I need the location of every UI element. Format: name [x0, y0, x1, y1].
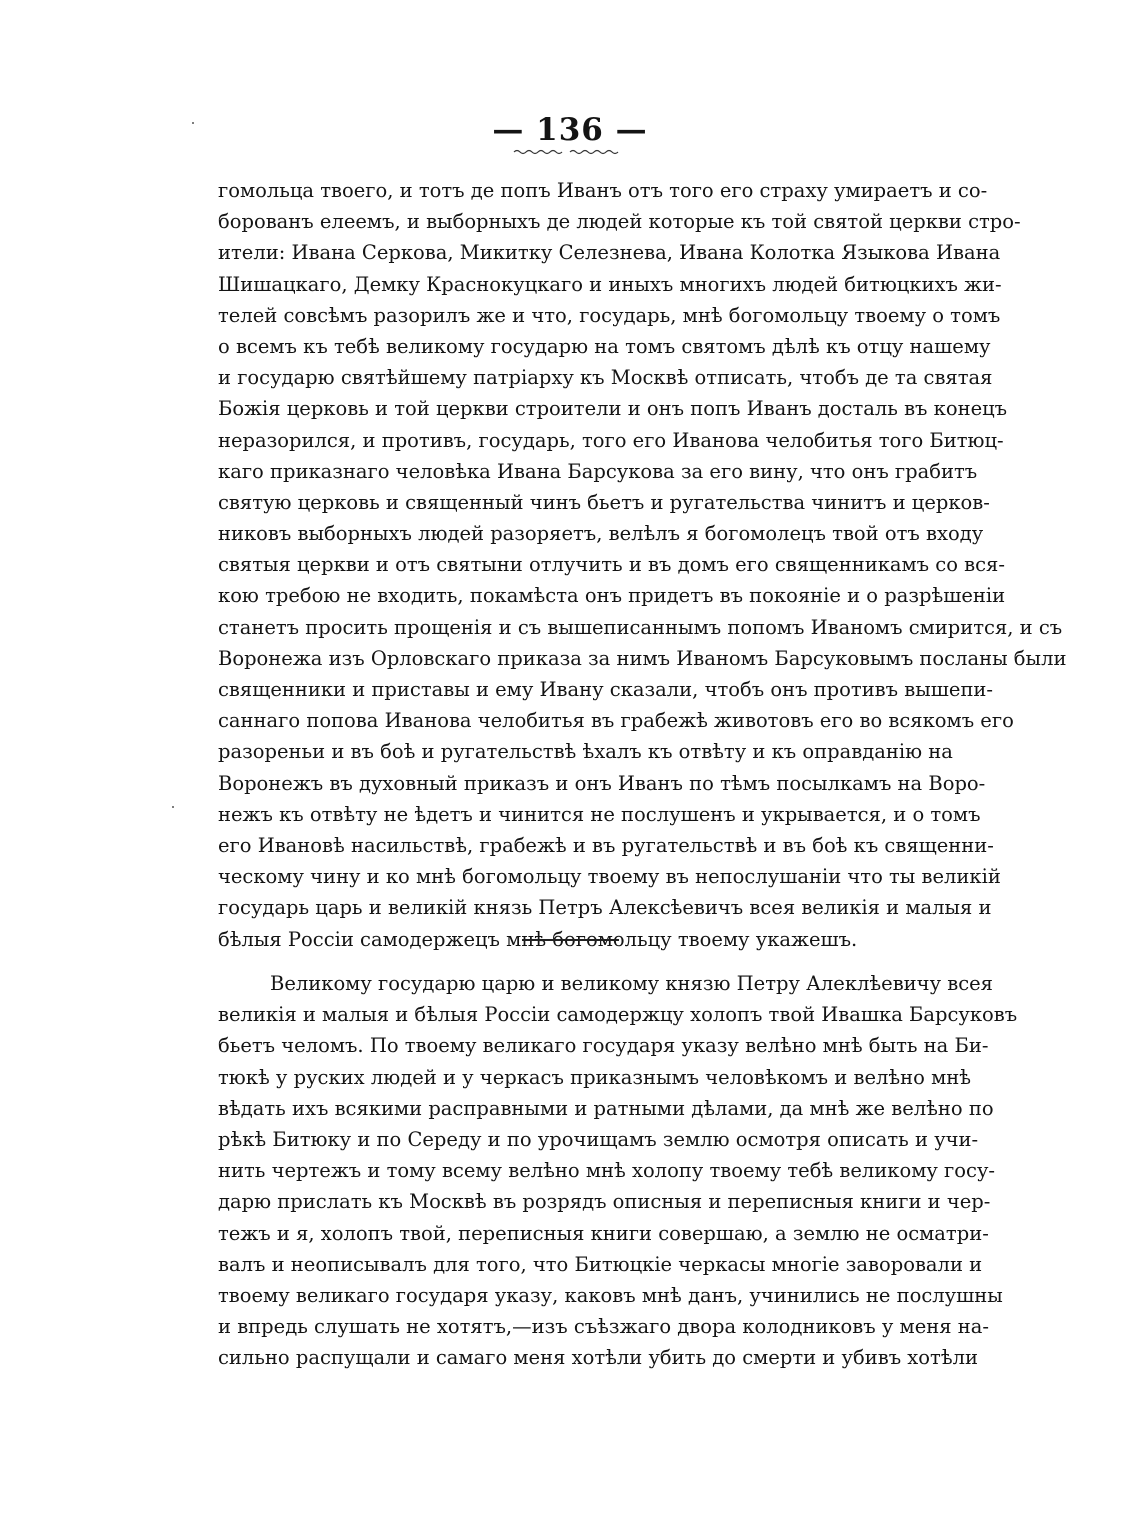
text-line: кою требою не входить, покамѣста онъ придетъ въ покояніе и о разрѣшеніи — [218, 584, 1006, 608]
text-line: нить чертежъ и тому всему велѣно мнѣ холопу твоему тебѣ великому госу- — [218, 1159, 996, 1183]
text-line: саннаго попова Иванова челобитья въ грабежѣ животовъ его во всякомъ его — [218, 709, 1014, 733]
text-line: станетъ просить прощенія и съ вышеписаннымъ попомъ Иваномъ смирится, и съ — [218, 615, 1063, 639]
text-line: Великому государю царю и великому князю Петру Алеклѣевичу всея — [270, 972, 993, 995]
text-line: священники и приставы и ему Ивану сказали, чтобъ онъ противъ вышепи- — [218, 678, 994, 701]
text-line: разореньи и въ боѣ и ругательствѣ ѣхалъ къ отвѣту и къ оправданію на — [218, 740, 953, 764]
text-line: телей совсѣмъ разорилъ же и что, государь, мнѣ богомольцу твоему о томъ — [218, 303, 1001, 327]
text-line: и государю святѣйшему патріарху къ Москвѣ отписать, чтобъ де та святая — [218, 366, 993, 390]
text-line: и впредь слушать не хотятъ,—изъ съѣзжаго двора колодниковъ у меня на- — [218, 1315, 989, 1339]
text-line: никовъ выборныхъ людей разоряетъ, велѣлъ я богомолецъ твой отъ входу — [218, 522, 984, 546]
text-line: Воронежъ въ духовный приказъ и онъ Иванъ по тѣмъ посылкамъ на Воро- — [218, 771, 986, 795]
text-line: святыя церкви и отъ святыни отлучить и въ домъ его священникамъ со вся- — [218, 553, 1005, 577]
text-line: бьетъ челомъ. По твоему великаго государя указу велѣно мнѣ быть на Би- — [218, 1034, 989, 1058]
text-line: святую церковь и священный чинъ бьетъ и ругательства чинитъ и церков- — [218, 490, 990, 514]
text-line: бѣлыя Россіи самодержецъ мнѣ богомольцу твоему укажешъ. — [218, 927, 858, 951]
text-line: твоему великаго государя указу, каковъ мнѣ данъ, учинились не послушны — [218, 1283, 1003, 1307]
text-line: гомольца твоего, и тотъ де попъ Иванъ отъ того его страху умираетъ и со- — [218, 179, 988, 202]
text-line: его Ивановѣ насильствѣ, грабежѣ и въ ругательствѣ и въ боѣ къ священни- — [218, 833, 994, 857]
text-line: Божія церковь и той церкви строители и онъ попъ Иванъ досталь въ конецъ — [218, 397, 1008, 421]
text-line: сильно распущали и самаго меня хотѣли убить до смерти и убивъ хотѣли — [218, 1346, 978, 1370]
scan-speck — [172, 806, 174, 808]
text-line: борованъ елеемъ, и выборныхъ де людей которые къ той святой церкви стро- — [218, 210, 1021, 234]
text-line: о всемъ къ тебѣ великому государю на томъ святомъ дѣлѣ къ отцу нашему — [218, 334, 991, 358]
text-line: тежъ и я, холопъ твой, переписныя книги совершаю, а землю не осматри- — [218, 1221, 989, 1245]
scan-speck — [192, 122, 194, 124]
text-line: дарю прислать къ Москвѣ въ розрядъ описныя и переписныя книги и чер- — [218, 1190, 991, 1214]
paragraph-barsukov-petition — [218, 968, 1018, 1373]
text-line: вѣдать ихъ всякими расправными и ратными дѣлами, да мнѣ же велѣно по — [218, 1096, 994, 1120]
text-line: каго приказнаго человѣка Ивана Барсукова за его вину, что онъ грабитъ — [218, 459, 978, 483]
text-line: Воронежа изъ Орловскаго приказа за нимъ Иваномъ Барсуковымъ посланы были — [218, 646, 1067, 670]
page-number-ornament — [514, 148, 618, 156]
text-line: великія и малыя и бѣлыя Россіи самодержцу холопъ твой Ивашка Барсуковъ — [218, 1003, 1018, 1027]
text-line: нежъ къ отвѣту не ѣдетъ и чинится не послушенъ и укрывается, и о томъ — [218, 802, 981, 826]
text-line: тюкѣ у руских людей и у черкасъ приказнымъ человѣкомъ и велѣно мнѣ — [218, 1065, 971, 1089]
section-divider — [522, 939, 619, 941]
text-line: неразорился, и противъ, государь, того его Иванова челобитья того Битюц- — [218, 428, 1004, 452]
page-number: — 136 — — [492, 112, 648, 148]
paragraph-petition-continuation — [218, 175, 1067, 955]
text-line: валъ и неописывалъ для того, что Битюцкіе черкасы многіе заворовали и — [218, 1252, 983, 1276]
text-line: государь царь и великій князь Петръ Алексѣевичъ всея великія и малыя и — [218, 896, 992, 920]
text-line: Шишацкаго, Демку Краснокуцкаго и иныхъ многихъ людей битюцкихъ жи- — [218, 272, 1002, 296]
text-line: рѣкѣ Битюку и по Середу и по урочищамъ землю осмотря описать и учи- — [218, 1127, 979, 1151]
text-line: ители: Ивана Серкова, Микитку Селезнева, Ивана Колотка Языкова Ивана — [218, 241, 1001, 265]
text-line: ческому чину и ко мнѣ богомольцу твоему въ непослушаніи что ты великій — [218, 865, 1001, 889]
